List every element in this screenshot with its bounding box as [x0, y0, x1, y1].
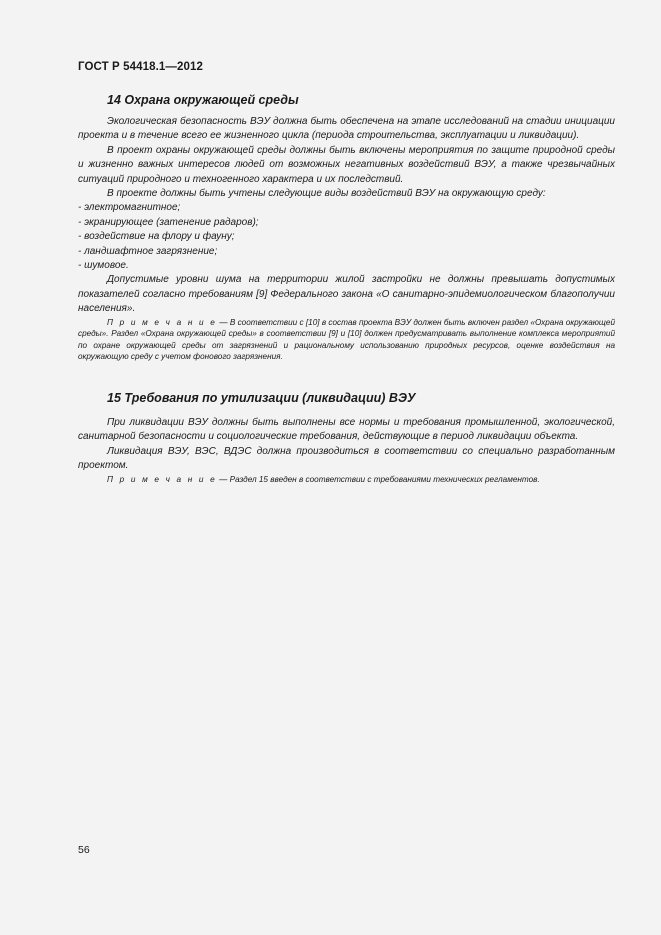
section-14-title: 14 Охрана окружающей среды — [107, 93, 299, 107]
note-text: — Раздел 15 введен в соответствии с требованиями технических регламентов. — [216, 474, 540, 484]
section-14-paragraph-1: Экологическая безопасность ВЭУ должна быть обеспечена на этапе исследований на стадии инициации проекта и в течение всего ее жизненного цикла (периода строительства, эксплуатации и ликвидации). — [78, 116, 615, 142]
section-14-paragraph-3: В проекте должны быть учтены следующие виды воздействий ВЭУ на окружающую среду: — [107, 188, 546, 200]
note-label: П р и м е ч а н и е — [107, 474, 217, 484]
section-15-paragraph-2: Ликвидация ВЭУ, ВЭС, ВДЭС должна производиться в соответствии со специально разработанным проектом. — [78, 445, 615, 472]
list-item: - электромагнитное; — [78, 202, 181, 214]
section-14-paragraph-4: Допустимые уровни шума на территории жилой застройки не должны превышать допустимых показателей согласно требованиям [9] Федерального закона «О санитарно-эпидемиологическом благополучии населения». — [78, 274, 615, 315]
list-item: - ландшафтное загрязнение; — [78, 245, 218, 257]
section-14-note — [78, 317, 615, 363]
note-label: П р и м е ч а н и е — [107, 317, 218, 327]
note-text: — В соответствии с [10] в состав проекта ВЭУ должен быть включен раздел «Охрана окружающей среды». Раздел «Охрана окружающей среды» в соответствии [9] и [10] должен предусматривать выполнение комплекса мероприятий по охране окружающей среды от загрязнений и рациональному использованию природных ресурсов, оценке воздействия на окружающую среду с учетом фонового загрязнения. — [78, 317, 615, 362]
list-item: - воздействие на флору и фауну; — [78, 231, 235, 243]
list-item: - экранирующее (затенение радаров); — [78, 216, 259, 228]
section-15-note — [78, 474, 615, 486]
document-code: ГОСТ Р 54418.1—2012 — [78, 61, 203, 73]
section-15-title: 15 Требования по утилизации (ликвидации) ВЭУ — [107, 391, 416, 405]
section-14-body — [78, 115, 615, 363]
section-14-paragraph-2: В проект охраны окружающей среды должны быть включены мероприятия по защите природной среды и жизненно важных интересов людей от возможных негативных воздействий ВЭУ, а также чрезвычайных ситуаций природного и техногенного характера и их последствий. — [78, 144, 615, 185]
page-number: 56 — [78, 844, 90, 856]
section-15-body — [78, 416, 615, 485]
section-15-paragraph-1: При ликвидации ВЭУ должны быть выполнены все нормы и требования промышленной, экологической, санитарной безопасности и социологические требования, действующие в период ликвидации объекта. — [78, 417, 615, 443]
list-item: - шумовое. — [78, 260, 129, 272]
